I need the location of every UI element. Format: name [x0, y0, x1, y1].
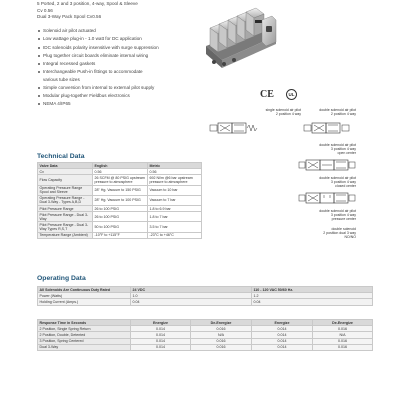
table-cell: 0.016 [313, 338, 373, 344]
response-time-table [37, 319, 373, 351]
table-cell: 26 SCFM @ 80 PSIG upstream pressure to atmosphere [93, 175, 148, 185]
table-row [38, 232, 202, 238]
ul-mark-icon: UL [286, 89, 297, 100]
feature-item: Low wattage plug-in - 1.0 watt for DC application [37, 35, 202, 43]
intro-line-1: 5 Ported, 2 and 3 position, 4-way, Spool & Sleeve [37, 1, 138, 6]
table-cell: 692 Nl/m @6 bar upstream pressure to atmosphere [148, 175, 202, 185]
table-cell: -23°C to +46°C [148, 232, 202, 238]
column-header: 110 - 120 VAC 50/60 Hz. [252, 287, 373, 293]
table-cell: Pilot Pressure Range [38, 205, 93, 211]
schematic-symbol-icon [298, 159, 356, 173]
table-cell: Power (Watts) [38, 293, 131, 299]
table-cell: 0.014 [252, 332, 313, 338]
table-cell: Temperature Range (Ambient) [38, 232, 93, 238]
feature-item: IDC solenoids polarity insensitive with surge suppression [37, 44, 202, 52]
feature-item: Simple conversion from internal to external pilot supply [37, 84, 202, 92]
table-cell: Cv [38, 169, 93, 175]
table-row [38, 222, 202, 232]
table-cell: 3 Position, Spring Centered [38, 338, 131, 344]
intro-text [37, 1, 197, 21]
feature-item: Solenoid air pilot actuated [37, 27, 202, 35]
column-header: Metric [148, 163, 202, 169]
feature-list [37, 27, 202, 109]
schematic-symbol-icon [208, 122, 260, 136]
column-header: Response Time in Seconds [38, 320, 131, 326]
table-cell: Operating Pressure Range - Dual 3-Way - Types A,B,D [38, 195, 93, 205]
feature-item-continuation: various tube sizes [43, 76, 80, 82]
table-cell: 0.016 [313, 344, 373, 350]
feature-item: Modular plug-together Fieldbus electronics [37, 92, 202, 100]
table-cell: 1.0 [131, 293, 252, 299]
feature-item: Interchangeable Push-in fittings to accommodate [37, 68, 202, 76]
table-cell: N/A [313, 332, 373, 338]
feature-item: NEMA 4/IP65 [37, 100, 202, 108]
feature-item: Plug together circuit boards eliminate internal wiring [37, 52, 202, 60]
table-row [38, 299, 373, 305]
table-cell: 50 to 100 PSIG [93, 222, 148, 232]
table-row [38, 212, 202, 222]
table-cell: N/A [191, 332, 252, 338]
table-cell: 0.04 [252, 299, 373, 305]
table-cell: Pilot Pressure Range - Dual 3-Way Types R,S,T [38, 222, 93, 232]
table-cell: 26 to 100 PSIG [93, 205, 148, 211]
schematic-label: double solenoid air pilot 3 position 4 way pressure center [319, 209, 356, 221]
table-cell: Pilot Pressure Range - Dual 3-Way [38, 212, 93, 222]
column-header: Valve Data [38, 163, 93, 169]
table-cell: 1.8 to 7 bar [148, 212, 202, 222]
table-cell: 0.014 [252, 338, 313, 344]
column-header: All Solenoids Are Continuous Duty Rated [38, 287, 131, 293]
table-cell: Holding Current (Amps.) [38, 299, 131, 305]
table-cell: Vacuum to 10 bar [148, 185, 202, 195]
table-cell: 0.014 [131, 338, 191, 344]
table-cell: 0.014 [131, 344, 191, 350]
table-row [38, 175, 202, 185]
intro-line-2: Cv 0.56 [37, 7, 53, 13]
table-cell: -10°F to +115°F [93, 232, 148, 238]
operating-data-heading: Operating Data [37, 275, 86, 282]
technical-data-table [37, 162, 202, 239]
schematic-symbol-icon [302, 122, 354, 136]
column-header: Energize [252, 320, 313, 326]
table-cell: 0.016 [191, 344, 252, 350]
schematic-label: double solenoid 2 position dual 3 way NO/NO [323, 227, 356, 239]
table-cell: 26 to 100 PSIG [93, 212, 148, 222]
valve-schematics [206, 108, 356, 246]
table-cell: 0.014 [131, 332, 191, 338]
table-cell: 0.016 [313, 326, 373, 332]
valve-manifold-image [200, 2, 278, 76]
table-cell: 0.016 [191, 326, 252, 332]
table-cell: 0.56 [93, 169, 148, 175]
table-cell: 0.016 [191, 338, 252, 344]
table-cell: 0.56 [148, 169, 202, 175]
table-row [38, 195, 202, 205]
technical-data-heading: Technical Data [37, 153, 85, 160]
column-header: De-Energize [191, 320, 252, 326]
schematic-label: double solenoid air pilot 3 position 4 way closed center [319, 176, 356, 188]
column-header: Energize [131, 320, 191, 326]
table-cell: 0.04 [131, 299, 252, 305]
operating-data-table [37, 286, 373, 306]
column-header: 24 VDC [131, 287, 252, 293]
table-cell: 1.8 to 6.9 bar [148, 205, 202, 211]
table-cell: 0.014 [252, 326, 313, 332]
table-cell: 0.014 [252, 344, 313, 350]
table-cell: 28" Hg. Vacuum to 150 PSIG [93, 185, 148, 195]
table-cell: 3.5 to 7 bar [148, 222, 202, 232]
table-cell: 1.2 [252, 293, 373, 299]
schematic-symbol-icon [298, 192, 356, 206]
table-row [38, 185, 202, 195]
table-cell: 2 Position, Double, Detented [38, 332, 131, 338]
table-cell: 2 Position, Single Spring Return [38, 326, 131, 332]
table-cell: Operating Pressure Range Spool and Sleeve [38, 185, 93, 195]
table-cell: Vacuum to 7 bar [148, 195, 202, 205]
column-header: English [93, 163, 148, 169]
feature-item: Integral recessed gaskets [37, 60, 202, 68]
table-cell: 0.014 [131, 326, 191, 332]
table-cell: Flow Capacity [38, 175, 93, 185]
table-cell: Dual 3-Way [38, 344, 131, 350]
schematic-label: double solenoid air pilot 2 position 4 way [319, 108, 356, 116]
schematic-label: double solenoid air pilot 3 position 4 way open center [319, 143, 356, 155]
intro-line-3: Dual 3-Way Pack Spool Cv0.56 [37, 14, 102, 19]
table-cell: 28" Hg. Vacuum to 100 PSIG [93, 195, 148, 205]
schematic-label: single solenoid air pilot 2 position 4 way [265, 108, 301, 116]
ce-mark-icon: CE [260, 89, 274, 100]
column-header: De-Energize [313, 320, 373, 326]
certification-marks [260, 89, 305, 103]
table-row [38, 344, 373, 350]
